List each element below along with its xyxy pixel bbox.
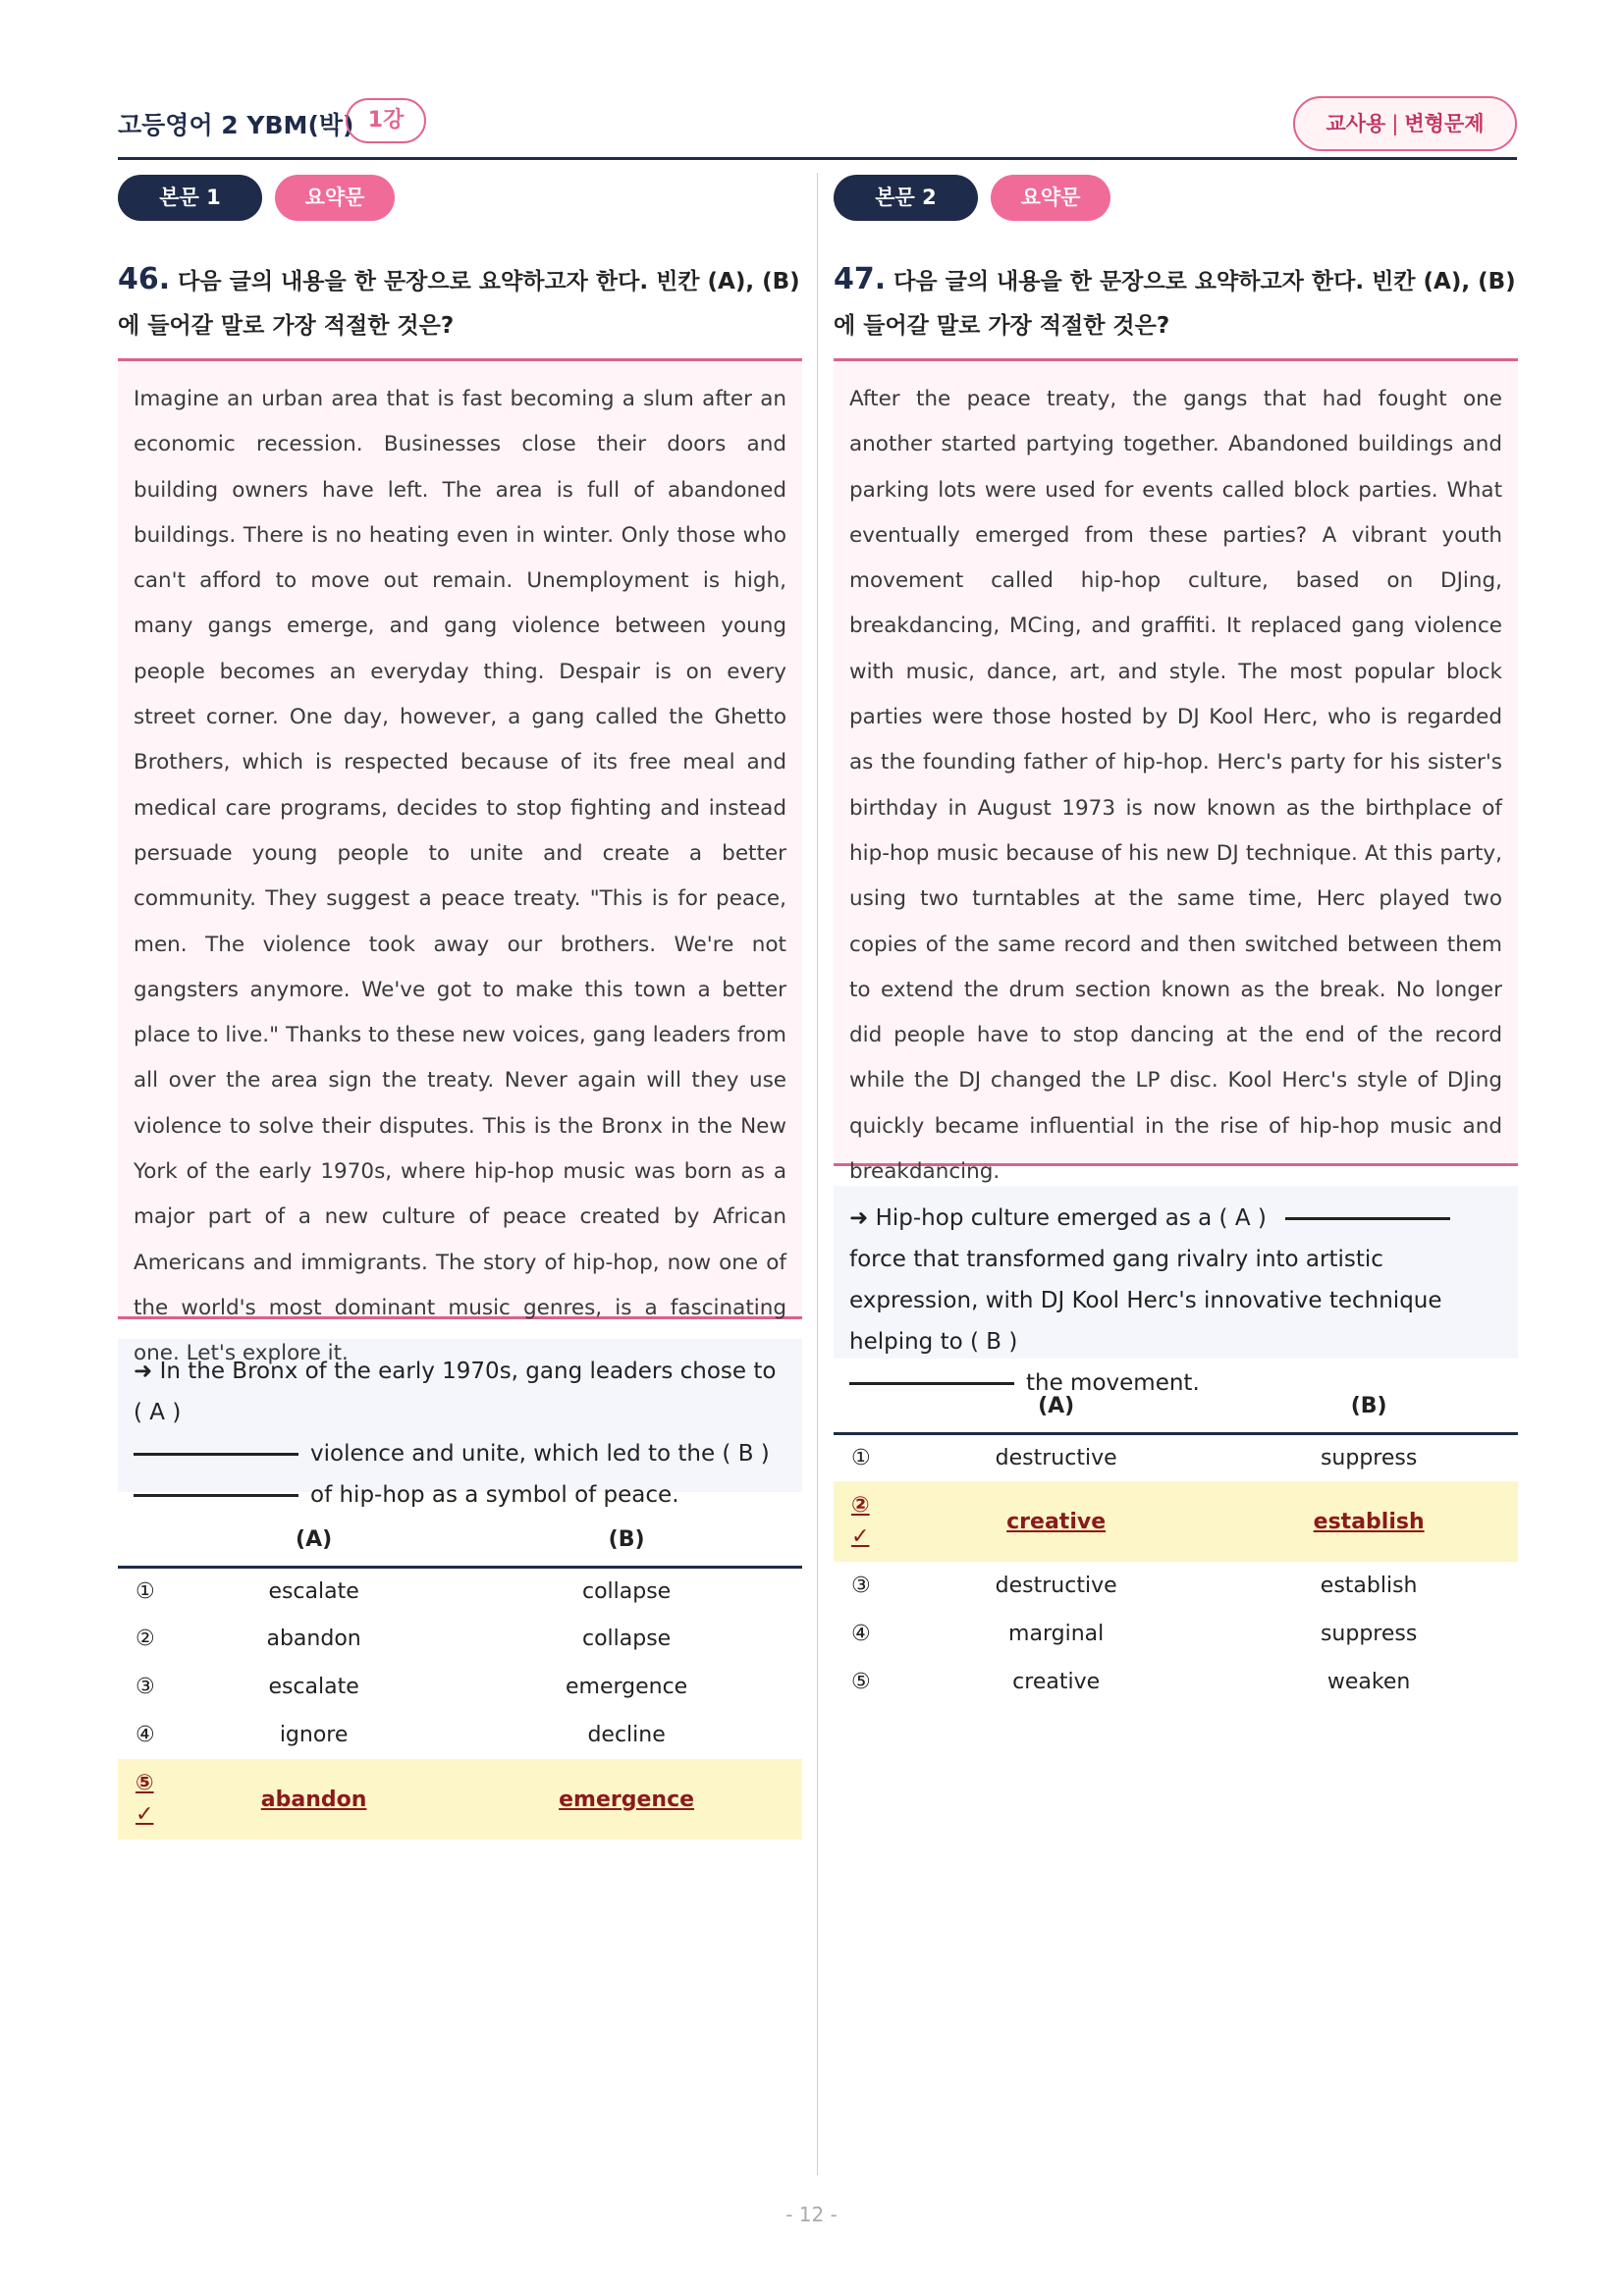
choice-b: decline	[587, 1723, 666, 1747]
choice-row[interactable]	[118, 1615, 802, 1663]
choice-number-glyph: ②	[851, 1493, 870, 1518]
choice-b: suppress	[1320, 1622, 1418, 1646]
choice-b: emergence	[565, 1675, 688, 1699]
answer-row[interactable]	[834, 1481, 1518, 1562]
choice-number: ③	[135, 1675, 155, 1699]
passage-text: After the peace treaty, the gangs that had fought one another started partying together. Abandoned buildings and parking lots were used for events called block parties. What eventually emerged from these parties? A vibrant youth movement called hip-hop culture, based on DJing, breakdancing, MCing, and graffiti. It replaced gang violence with music, dance, art, and style. The most popular block parties were those hosted by DJ Kool Herc, who is regarded as the founding father of hip-hop. Herc's party for his sister's birthday in August 1973 is now known as the birthplace of hip-hop music because of his new DJ technique. At this party, using two turntables at the same time, Herc played two copies of the same record and then switched between them to extend the drum section known as the break. No longer did people have to stop dancing at the end of the record while the DJ changed the LP disc. Kool Herc's style of DJing quickly became influential in the rise of hip-hop music and breakdancing.	[834, 361, 1518, 1163]
choice-row[interactable]	[118, 1711, 802, 1759]
type-tag: 요약문	[275, 175, 395, 221]
blank-a	[134, 1453, 298, 1456]
book-title: 고등영어 2 YBM(박)	[118, 111, 354, 139]
choices-table	[834, 1380, 1518, 1706]
choices-table	[118, 1514, 802, 1840]
choice-a: destructive	[995, 1574, 1117, 1598]
lesson-badge: 1강	[346, 98, 426, 143]
summary-text: the movement.	[1026, 1370, 1200, 1396]
choice-row[interactable]	[834, 1658, 1518, 1706]
choice-a: abandon	[266, 1627, 361, 1651]
summary-text: force that transformed gang rivalry into artistic expression, with DJ Kool Herc's innovative technique helping to ( B )	[849, 1247, 1442, 1355]
summary-box	[834, 1186, 1518, 1396]
blank-a	[1285, 1217, 1450, 1220]
choice-b: suppress	[1320, 1445, 1418, 1470]
teacher-badge	[1293, 96, 1517, 151]
choice-number: ⑤	[851, 1670, 871, 1694]
check-icon: ✓	[851, 1524, 870, 1549]
type-label: 변형문제	[1404, 112, 1485, 135]
choice-row[interactable]	[118, 1567, 802, 1615]
question-prompt	[118, 257, 802, 348]
question-number: 47.	[834, 262, 887, 296]
question-prompt	[834, 257, 1518, 348]
choice-a: creative	[893, 1481, 1219, 1562]
blank-b	[849, 1382, 1014, 1385]
summary-line	[134, 1474, 786, 1516]
choice-a: marginal	[1008, 1622, 1105, 1646]
passage-tag: 본문 1	[118, 175, 262, 221]
summary-text: of hip-hop as a symbol of peace.	[310, 1482, 679, 1508]
choice-a: creative	[1012, 1670, 1101, 1694]
summary-text: violence and unite, which led to the ( B )	[310, 1441, 770, 1467]
choice-b: establish	[1219, 1481, 1518, 1562]
choice-row[interactable]	[834, 1610, 1518, 1658]
answer-row[interactable]	[118, 1759, 802, 1840]
choice-number: ②	[135, 1627, 155, 1651]
choice-number	[118, 1759, 177, 1840]
choice-a: ignore	[279, 1723, 349, 1747]
choice-number: ①	[851, 1445, 871, 1470]
question-number: 46.	[118, 262, 171, 296]
header-rule	[118, 157, 1517, 160]
choice-b: emergence	[451, 1759, 802, 1840]
col-a-header: (A)	[177, 1514, 451, 1567]
question-text: 다음 글의 내용을 한 문장으로 요약하고자 한다. 빈칸 (A), (B)에 들어갈 말로 가장 적절한 것은?	[118, 269, 800, 339]
summary-line	[134, 1433, 786, 1474]
choice-number: ④	[135, 1723, 155, 1747]
choice-row[interactable]	[834, 1562, 1518, 1610]
choice-number-glyph: ⑤	[135, 1771, 154, 1795]
summary-box	[118, 1339, 802, 1508]
choice-row[interactable]	[118, 1663, 802, 1711]
question-text: 다음 글의 내용을 한 문장으로 요약하고자 한다. 빈칸 (A), (B)에 들어갈 말로 가장 적절한 것은?	[834, 269, 1516, 339]
choice-number	[834, 1481, 893, 1562]
passage-text: Imagine an urban area that is fast becoming a slum after an economic recession. Businesses close their doors and building owners have left. The area is full of abandoned buildings. There is no heating even in winter. Only those who can't afford to move out remain. Unemployment is high, many gangs emerge, and gang violence between young people becomes an everyday thing. Despair is on every street corner. One day, however, a gang called the Ghetto Brothers, which is respected because of its free meal and medical care programs, decides to stop fighting and instead persuade young people to unite and create a better community. They suggest a peace treaty. "This is for peace, men. The violence took away our brothers. We're not gangsters anymore. We've got to make this town a better place to live." Thanks to these new voices, gang leaders from all over the area sign the treaty. Never again will they use violence to solve their disputes. This is the Bronx in the New York of the early 1970s, where hip-hop music was born as a major part of a new culture of peace created by African Americans and immigrants. The story of hip-hop, now one of the world's most dominant music genres, is a fascinating one. Let's explore it.	[118, 361, 802, 1316]
blank-b	[134, 1494, 298, 1497]
tag-row	[118, 175, 802, 222]
col-b-header: (B)	[451, 1514, 802, 1567]
choice-number: ④	[851, 1622, 871, 1646]
col-a-header: (A)	[893, 1380, 1219, 1433]
choice-b: establish	[1320, 1574, 1418, 1598]
summary-text: ➜ Hip-hop culture emerged as a ( A )	[849, 1205, 1267, 1231]
choice-row[interactable]	[834, 1433, 1518, 1481]
choice-number: ③	[851, 1574, 871, 1598]
tag-row	[834, 175, 1518, 222]
choice-b: collapse	[581, 1578, 672, 1604]
choice-b: collapse	[581, 1627, 672, 1651]
choice-a: escalate	[268, 1675, 359, 1699]
col-b-header: (B)	[1219, 1380, 1518, 1433]
summary-line: ➜ In the Bronx of the early 1970s, gang leaders chose to ( A )	[134, 1359, 777, 1425]
passage-tag: 본문 2	[834, 175, 978, 221]
badge-separator: |	[1391, 112, 1399, 135]
num-header	[118, 1514, 177, 1567]
choice-a: destructive	[995, 1445, 1117, 1470]
question-47-column	[834, 175, 1518, 1706]
page-number: - 12 -	[785, 2203, 838, 2226]
choice-b: weaken	[1326, 1670, 1411, 1694]
teacher-label: 교사용	[1325, 112, 1386, 135]
check-icon: ✓	[135, 1802, 154, 1827]
table-header-row	[118, 1514, 802, 1567]
page-header	[118, 96, 1517, 157]
type-tag: 요약문	[991, 175, 1110, 221]
column-divider	[817, 173, 818, 2175]
choice-a: escalate	[268, 1578, 359, 1604]
question-46-column	[118, 175, 802, 1840]
choice-number: ①	[135, 1578, 155, 1604]
choice-a: abandon	[177, 1759, 451, 1840]
